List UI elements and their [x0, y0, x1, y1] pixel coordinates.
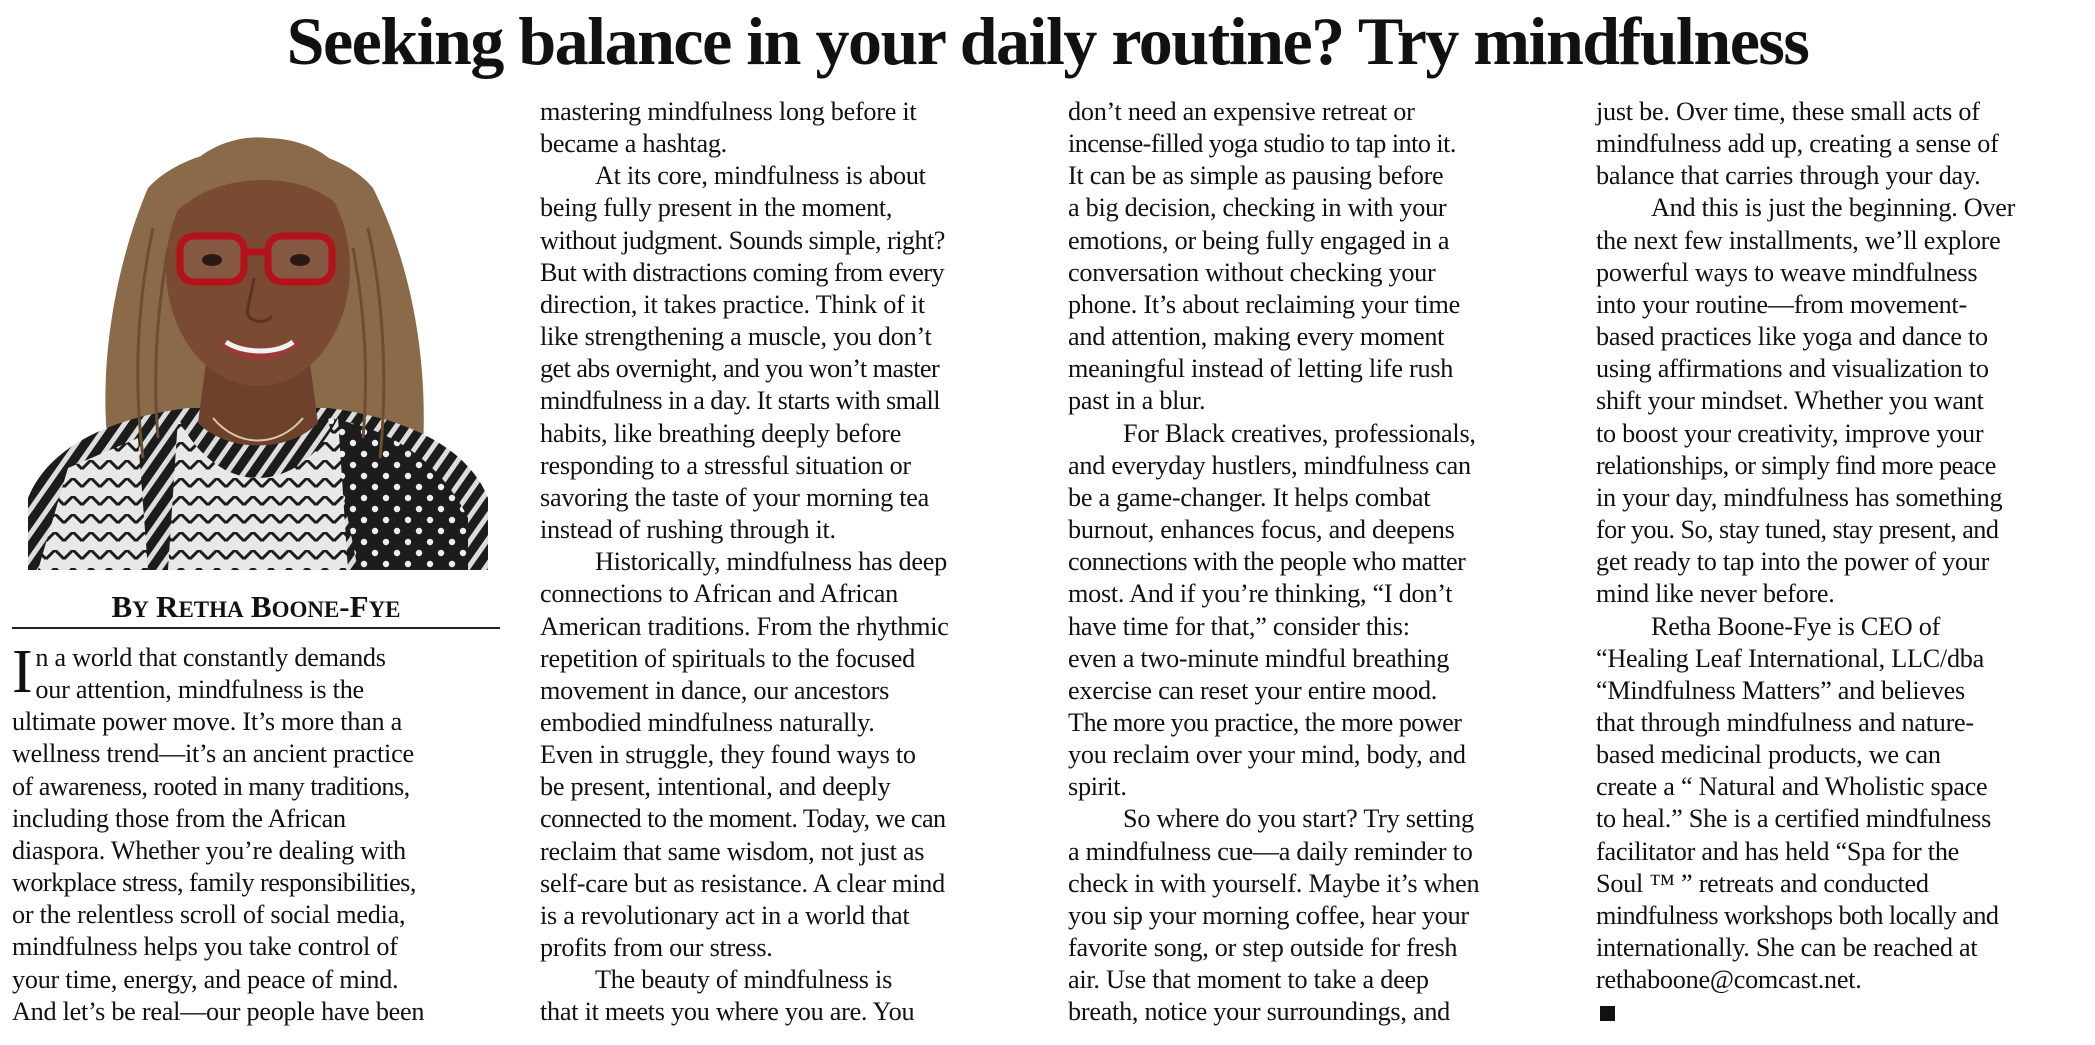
- article-line: At its core, mindfulness is about: [595, 161, 926, 191]
- article-line: For Black creatives, professionals,: [1123, 418, 1476, 448]
- article-line: without judgment. Sounds simple, right?: [540, 225, 945, 255]
- headline: Seeking balance in your daily routine? Try mindfulness: [286, 3, 1809, 79]
- article-line: and attention, making every moment: [1068, 322, 1445, 352]
- article-line: just be. Over time, these small acts of: [1596, 97, 1980, 126]
- article-line: air. Use that moment to take a deep: [1068, 965, 1429, 995]
- article-column-1: [12, 638, 512, 1028]
- article-line: to boost your creativity, improve your: [1596, 418, 1984, 448]
- article-line: became a hashtag.: [540, 129, 727, 159]
- article-line: But with distractions coming from every: [540, 257, 945, 287]
- article-line: most. And if you’re thinking, “I don’t: [1068, 579, 1453, 609]
- article-line: exercise can reset your entire mood.: [1068, 675, 1438, 705]
- article-line: phone. It’s about reclaiming your time: [1068, 289, 1460, 319]
- article-line: a big decision, checking in with your: [1068, 193, 1447, 223]
- article-line: like strengthening a muscle, you don’t: [540, 322, 932, 352]
- article-line: shift your mindset. Whether you want: [1596, 386, 1984, 416]
- article-line: diaspora. Whether you’re dealing with: [12, 835, 406, 865]
- article-line: Historically, mindfulness has deep: [595, 547, 947, 577]
- article-line: for you. So, stay tuned, stay present, and: [1596, 515, 1999, 545]
- article-line: you sip your morning coffee, hear your: [1068, 900, 1469, 930]
- article-line: to heal.” She is a certified mindfulness: [1596, 804, 1992, 834]
- article-line: mind like never before.: [1596, 579, 1835, 609]
- author-photo: [28, 118, 488, 570]
- article-line: spirit.: [1068, 772, 1127, 802]
- article-line: powerful ways to weave mindfulness: [1596, 257, 1978, 287]
- article-line: “Healing Leaf International, LLC/dba: [1596, 643, 1985, 673]
- article-line: past in a blur.: [1068, 386, 1206, 416]
- article-line: balance that carries through your day.: [1596, 161, 1981, 191]
- article-line: get ready to tap into the power of your: [1596, 547, 1990, 577]
- article-line: be a game-changer. It helps combat: [1068, 482, 1431, 512]
- article-line: mindfulness add up, creating a sense of: [1596, 129, 1999, 159]
- article-line: American traditions. From the rhythmic: [540, 611, 949, 641]
- article-line: even a two-minute mindful breathing: [1068, 643, 1450, 673]
- article-line: or the relentless scroll of social media,: [12, 900, 406, 930]
- article-line: meaningful instead of letting life rush: [1068, 354, 1454, 384]
- article-line: The more you practice, the more power: [1068, 707, 1462, 737]
- article-line: direction, it takes practice. Think of it: [540, 289, 925, 319]
- article-line: based medicinal products, we can: [1596, 740, 1941, 770]
- article-line: instead of rushing through it.: [540, 515, 836, 545]
- article-line: habits, like breathing deeply before: [540, 418, 902, 448]
- article-column-3: [1068, 96, 1588, 1029]
- article-line: using affirmations and visualization to: [1596, 354, 1989, 384]
- article-line: self-care but as resistance. A clear mind: [540, 868, 945, 898]
- article-line: repetition of spirituals to the focused: [540, 643, 915, 673]
- article-line: create a “ Natural and Wholistic space: [1596, 772, 1988, 802]
- article-line: rethaboone@comcast.net.: [1596, 965, 1862, 995]
- article-line: embodied mindfulness naturally.: [540, 707, 875, 737]
- article-line: your time, energy, and peace of mind.: [12, 964, 399, 994]
- article-line: relationships, or simply find more peace: [1596, 450, 1996, 480]
- article-line: The beauty of mindfulness is: [595, 965, 893, 995]
- article-line: ultimate power move. It’s more than a: [12, 707, 402, 737]
- article-line: Even in struggle, they found ways to: [540, 740, 916, 770]
- article-line: facilitator and has held “Spa for the: [1596, 836, 1960, 866]
- article-line: internationally. She can be reached at: [1596, 933, 1978, 963]
- article-line: It can be as simple as pausing before: [1068, 161, 1444, 191]
- article-line: mastering mindfulness long before it: [540, 97, 917, 126]
- article-line: incense-filled yoga studio to tap into it.: [1068, 129, 1456, 159]
- article-line: mindfulness workshops both locally and: [1596, 900, 1999, 930]
- article-line: reclaim that same wisdom, not just as: [540, 836, 925, 866]
- article-column-2: [540, 96, 1060, 1029]
- article-line: n a world that constantly demands: [35, 643, 386, 672]
- byline-rule: [12, 627, 500, 629]
- article-line: the next few installments, we’ll explore: [1596, 225, 2001, 255]
- article-line: don’t need an expensive retreat or: [1068, 97, 1415, 126]
- article-line: connections to African and African: [540, 579, 898, 609]
- article-line: favorite song, or step outside for fresh: [1068, 933, 1458, 963]
- article-column-4: [1596, 96, 2095, 1029]
- article-line: a mindfulness cue—a daily reminder to: [1068, 836, 1473, 866]
- article-line: that it meets you where you are. You: [540, 997, 915, 1027]
- byline: BY RETHA BOONE-FYE: [111, 589, 401, 624]
- article-line: based practices like yoga and dance to: [1596, 322, 1988, 352]
- end-of-article-square-icon: [1600, 1006, 1615, 1021]
- article-line: So where do you start? Try setting: [1123, 804, 1474, 834]
- article-line: mindfulness helps you take control of: [12, 932, 398, 962]
- article-line: being fully present in the moment,: [540, 193, 893, 223]
- article-line: including those from the African: [12, 803, 346, 833]
- article-line: have time for that,” consider this:: [1068, 611, 1410, 641]
- article-line: is a revolutionary act in a world that: [540, 900, 910, 930]
- article-line: “Mindfulness Matters” and believes: [1596, 675, 1965, 705]
- drop-cap: I: [12, 638, 33, 706]
- article-line: responding to a stressful situation or: [540, 450, 911, 480]
- article-line: into your routine—from movement-: [1596, 289, 1967, 319]
- article-line: you reclaim over your mind, body, and: [1068, 740, 1466, 770]
- article-line: And this is just the beginning. Over: [1651, 193, 2016, 223]
- article-line: of awareness, rooted in many traditions,: [12, 771, 410, 801]
- article-line: wellness trend—it’s an ancient practice: [12, 739, 414, 769]
- article-line: conversation without checking your: [1068, 257, 1436, 287]
- article-line: Soul ™ ” retreats and conducted: [1596, 868, 1929, 898]
- article-line: breath, notice your surroundings, and: [1068, 997, 1451, 1027]
- article-line: connected to the moment. Today, we can: [540, 804, 946, 834]
- article-line: get abs overnight, and you won’t master: [540, 354, 940, 384]
- article-line: burnout, enhances focus, and deepens: [1068, 515, 1455, 545]
- article-line: be present, intentional, and deeply: [540, 772, 891, 802]
- article-line: in your day, mindfulness has something: [1596, 482, 2003, 512]
- article-line: our attention, mindfulness is the: [35, 675, 364, 705]
- article-line: And let’s be real—our people have been: [12, 996, 425, 1026]
- article-line: mindfulness in a day. It starts with small: [540, 386, 940, 416]
- article-line: that through mindfulness and nature-: [1596, 707, 1974, 737]
- article-line: emotions, or being fully engaged in a: [1068, 225, 1450, 255]
- article-line: Retha Boone-Fye is CEO of: [1651, 611, 1941, 641]
- article-line: profits from our stress.: [540, 933, 773, 963]
- article-line: savoring the taste of your morning tea: [540, 482, 930, 512]
- article-line: check in with yourself. Maybe it’s when: [1068, 868, 1480, 898]
- end-mark-line: [1596, 996, 2095, 1028]
- article-line: connections with the people who matter: [1068, 547, 1466, 577]
- article-line: movement in dance, our ancestors: [540, 675, 890, 705]
- article-line: workplace stress, family responsibilities,: [12, 868, 416, 898]
- article-line: and everyday hustlers, mindfulness can: [1068, 450, 1471, 480]
